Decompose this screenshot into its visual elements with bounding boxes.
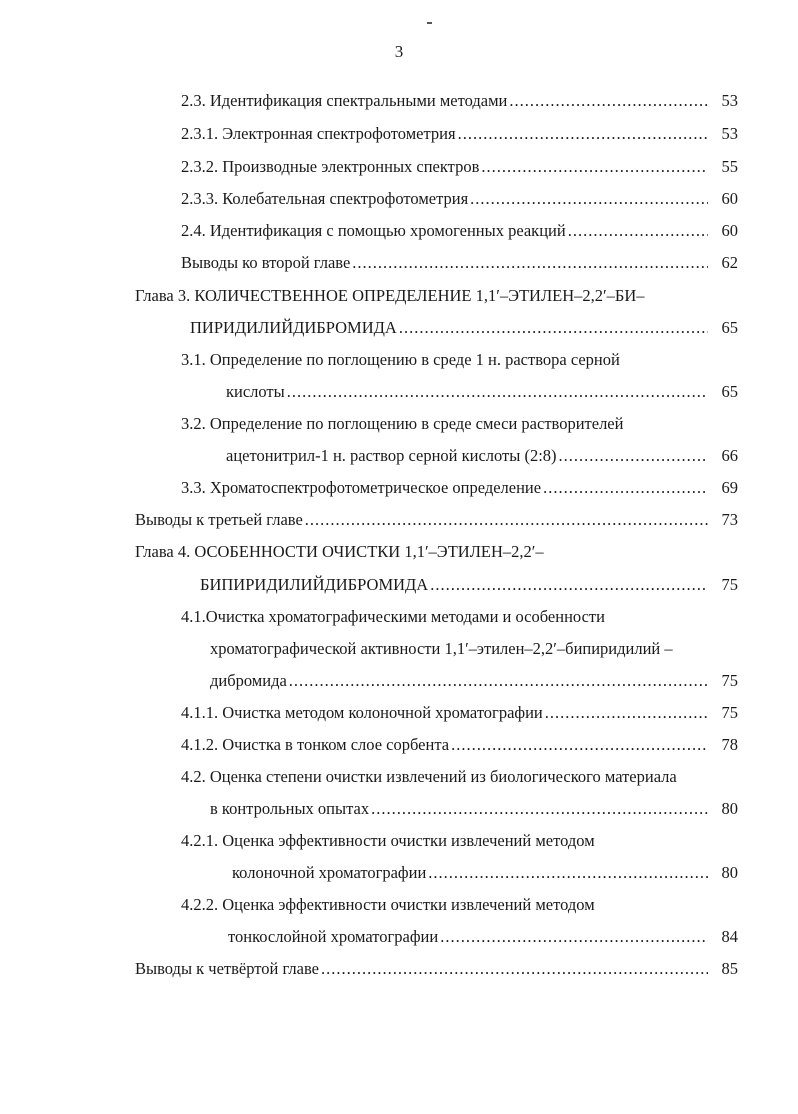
toc-entry-title: в контрольных опытах: [210, 799, 370, 818]
toc-entry-title: кислоты: [226, 382, 285, 401]
dot-leader: [303, 507, 708, 533]
toc-entry-title: ацетонитрил-1 н. раствор серной кислоты (2:8): [226, 446, 557, 465]
toc-entry-page: 65: [721, 382, 738, 401]
dot-leader: [285, 379, 708, 405]
toc-entry-page: 80: [721, 799, 738, 818]
dot-leader: [566, 218, 708, 244]
toc-entry-chapter-3-cont[interactable]: [190, 315, 738, 341]
toc-entry-title: 4.2.2. Оценка эффективности очистки извлечений методом: [181, 895, 595, 914]
toc-entry-page: 53: [721, 124, 738, 143]
dot-leader: [541, 475, 708, 501]
dot-leader: [456, 121, 708, 147]
toc-entry-4-1-2[interactable]: [181, 732, 738, 758]
dot-leader: [369, 796, 708, 822]
toc-entry-3-3[interactable]: [181, 475, 738, 501]
toc-entry-2-3-1[interactable]: [181, 121, 738, 147]
toc-entry-page: 69: [721, 478, 738, 497]
toc-entry-page: 53: [721, 91, 738, 110]
dot-leader: [507, 88, 708, 114]
toc-entry-title: Выводы к четвёртой главе: [135, 959, 319, 978]
toc-entry-title: дибромида: [210, 671, 287, 690]
toc-entry-title: 4.1.2. Очистка в тонком слое сорбента: [181, 735, 450, 754]
toc-entry-page: 66: [721, 446, 738, 465]
toc-entry-page: 55: [721, 157, 738, 176]
toc-entry-title: колоночной хроматографии: [232, 863, 427, 882]
toc-entry-title: 2.3.3. Колебательная спектрофотометрия: [181, 189, 469, 208]
toc-entry-page: 75: [721, 575, 738, 594]
toc-entry-title: БИПИРИДИЛИЙДИБРОМИДА: [200, 575, 429, 594]
toc-entry-title: 4.1.1. Очистка методом колоночной хроматографии: [181, 703, 543, 722]
toc-entry-3-2[interactable]: [181, 411, 738, 437]
toc-entry-conclusions-4[interactable]: [135, 956, 738, 982]
toc-entry-title: 3.2. Определение по поглощению в среде смеси растворителей: [181, 414, 624, 433]
toc-entry-title: 2.3.1. Электронная спектрофотометрия: [181, 124, 456, 143]
dot-leader: [438, 924, 708, 950]
toc-entry-page: 73: [721, 510, 738, 529]
toc-entry-chapter-3[interactable]: [135, 283, 738, 309]
toc-entry-4-1[interactable]: [181, 604, 738, 630]
toc-entry-page: 80: [721, 863, 738, 882]
toc-entry-4-1-cont2[interactable]: [210, 668, 738, 694]
toc-entry-chapter-4-cont[interactable]: [200, 572, 738, 598]
toc-entry-title: 4.2.1. Оценка эффективности очистки извлечений методом: [181, 831, 595, 850]
toc-entry-title: 4.1.Очистка хроматографическими методами и особенности: [181, 607, 605, 626]
toc-entry-conclusions-2[interactable]: [181, 250, 738, 276]
page-number: 3: [394, 42, 404, 61]
toc-entry-page: 78: [721, 735, 738, 754]
toc-entry-title: Глава 3. КОЛИЧЕСТВЕННОЕ ОПРЕДЕЛЕНИЕ 1,1′–ЭТИЛЕН–2,2′–БИ–: [135, 286, 645, 305]
toc-entry-page: 60: [721, 189, 738, 208]
dot-leader: [557, 443, 708, 469]
toc-entry-title: ПИРИДИЛИЙДИБРОМИДА: [190, 318, 397, 337]
toc-entry-title: тонкослойной хроматографии: [228, 927, 439, 946]
toc-entry-title: хроматографической активности 1,1′–этилен–2,2′–бипиридилий –: [210, 639, 673, 658]
toc-entry-3-2-cont[interactable]: [226, 443, 738, 469]
dot-leader: [479, 154, 708, 180]
toc-entry-4-2-2[interactable]: [181, 892, 738, 918]
toc-entry-title: 2.3.2. Производные электронных спектров: [181, 157, 480, 176]
toc-entry-title: 2.4. Идентификация с помощью хромогенных реакций: [181, 221, 566, 240]
toc-entry-2-4[interactable]: [181, 218, 738, 244]
dot-leader: [468, 186, 708, 212]
toc-entry-4-2-2-cont[interactable]: [228, 924, 738, 950]
toc-entry-title: 3.1. Определение по поглощению в среде 1 н. раствора серной: [181, 350, 620, 369]
toc-entry-title: Выводы к третьей главе: [135, 510, 303, 529]
toc-entry-page: 75: [721, 703, 738, 722]
toc-entry-page: 84: [721, 927, 738, 946]
toc-entry-title: 2.3. Идентификация спектральными методами: [181, 91, 508, 110]
dot-leader: [449, 732, 708, 758]
toc-entry-page: 60: [721, 221, 738, 240]
toc-entry-4-2-1-cont[interactable]: [232, 860, 738, 886]
toc-entry-title: Глава 4. ОСОБЕННОСТИ ОЧИСТКИ 1,1′–ЭТИЛЕН–2,2′–: [135, 542, 544, 561]
toc-entry-2-3[interactable]: [181, 88, 738, 114]
toc-entry-4-1-1[interactable]: [181, 700, 738, 726]
toc-entry-title: 4.2. Оценка степени очистки извлечений из биологического материала: [181, 767, 677, 786]
dot-leader: [426, 860, 708, 886]
toc-entry-4-1-cont[interactable]: [210, 636, 738, 662]
toc-entry-title: Выводы ко второй главе: [181, 253, 351, 272]
toc-entry-3-1-cont[interactable]: [226, 379, 738, 405]
toc-entry-2-3-2[interactable]: [181, 154, 738, 180]
toc-entry-page: 85: [721, 959, 738, 978]
dot-leader: [319, 956, 708, 982]
toc-entry-4-2[interactable]: [181, 764, 748, 790]
scan-speck: [427, 22, 432, 24]
dot-leader: [287, 668, 708, 694]
dot-leader: [397, 315, 708, 341]
toc-entry-page: 62: [721, 253, 738, 272]
toc-entry-title: 3.3. Хроматоспектрофотометрическое определение: [181, 478, 542, 497]
toc-entry-chapter-4[interactable]: [135, 539, 738, 565]
dot-leader: [543, 700, 708, 726]
toc-entry-page: 65: [721, 318, 738, 337]
toc-entry-4-2-cont[interactable]: [210, 796, 738, 822]
toc-entry-conclusions-3[interactable]: [135, 507, 738, 533]
toc-entry-4-2-1[interactable]: [181, 828, 738, 854]
dot-leader: [428, 572, 708, 598]
toc-entry-3-1[interactable]: [181, 347, 738, 373]
dot-leader: [350, 250, 708, 276]
toc-entry-page: 75: [721, 671, 738, 690]
toc-entry-2-3-3[interactable]: [181, 186, 738, 212]
